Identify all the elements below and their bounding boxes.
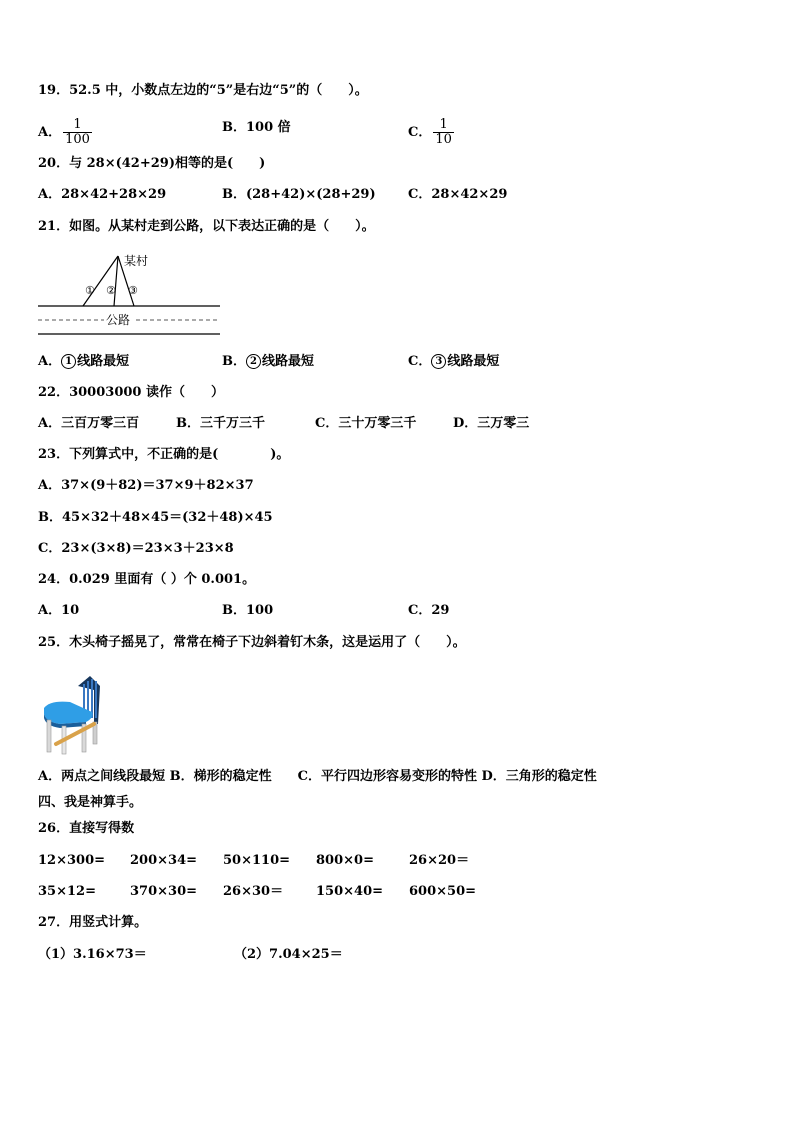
q26-item: 150×40= xyxy=(316,884,384,899)
q20-option-a: A．28×42+28×29 xyxy=(38,187,167,202)
q21-a-label: A． xyxy=(38,354,62,369)
q19-a-label: A． xyxy=(38,125,62,140)
chair-illustration xyxy=(40,668,106,756)
chair-leg xyxy=(47,720,51,752)
q23-option-b: B．45×32＋48×45＝(32＋48)×45 xyxy=(38,510,273,525)
q19-c-label: C． xyxy=(408,125,432,140)
q21-a-text: 线路最短 xyxy=(77,354,130,369)
q26-item: 26×20＝ xyxy=(409,853,470,868)
route-1-line xyxy=(83,256,118,306)
q24-option-a: A．10 xyxy=(38,603,80,618)
q19-a-fraction xyxy=(63,118,92,147)
route-2-label: ② xyxy=(106,284,116,297)
q27-part-2: （2）7.04×25＝ xyxy=(234,947,343,962)
q19-option-c xyxy=(408,118,454,147)
q22-option-a: A．三百万零三百 xyxy=(38,416,140,431)
section-4-heading: 四、我是神算手。 xyxy=(38,795,143,810)
q25-stem: 25．木头椅子摇晃了，常常在椅子下边斜着钉木条，这是运用了（ ）。 xyxy=(38,635,466,650)
circled-number-3: 3 xyxy=(431,354,446,369)
q27-part-1: （1）3.16×73＝ xyxy=(38,947,147,962)
q23-stem: 23．下列算式中，不正确的是( )。 xyxy=(38,447,290,462)
q26-item: 50×110= xyxy=(223,853,291,868)
village-label: 某村 xyxy=(124,254,149,268)
q21-b-label: B． xyxy=(222,354,246,369)
q23-option-c: C．23×(3×8)＝23×3＋23×8 xyxy=(38,541,234,556)
q23-option-a: A．37×(9＋82)＝37×9＋82×37 xyxy=(38,478,254,493)
q21-option-c xyxy=(408,353,499,371)
q20-option-c: C．28×42×29 xyxy=(408,187,508,202)
route-2-line xyxy=(114,256,118,306)
circled-number-2: 2 xyxy=(246,354,261,369)
q21-option-b xyxy=(222,353,314,371)
fraction-denominator: 100 xyxy=(65,132,90,147)
q26-item: 200×34= xyxy=(130,853,198,868)
q22-stem: 22．30003000 读作（ ） xyxy=(38,385,224,400)
q26-item: 26×30＝ xyxy=(223,884,284,899)
fraction-denominator: 10 xyxy=(435,132,452,147)
q20-option-b: B．(28+42)×(28+29) xyxy=(222,187,376,202)
q20-stem: 20．与 28×(42+29)相等的是( ) xyxy=(38,156,266,171)
q25-options: A．两点之间线段最短 B．梯形的稳定性 C．平行四边形容易变形的特性 D．三角形的稳定性 xyxy=(38,769,597,784)
q21-c-text: 线路最短 xyxy=(447,354,500,369)
q19-option-b: B．100 倍 xyxy=(222,120,291,135)
q26-item: 600×50= xyxy=(409,884,477,899)
q22-option-b: B．三千万三千 xyxy=(176,416,265,431)
q26-item: 35×12= xyxy=(38,884,96,899)
q19-c-fraction xyxy=(433,118,454,147)
q21-b-text: 线路最短 xyxy=(262,354,315,369)
village-road-diagram xyxy=(38,250,222,340)
fraction-numerator: 1 xyxy=(73,117,82,132)
q19-option-a xyxy=(38,118,92,147)
q27-stem: 27．用竖式计算。 xyxy=(38,915,148,930)
q24-stem: 24．0.029 里面有（ ）个 0.001。 xyxy=(38,572,256,587)
road-label: 公路 xyxy=(106,313,131,327)
fraction-numerator: 1 xyxy=(439,117,448,132)
q24-option-c: C．29 xyxy=(408,603,450,618)
q21-stem: 21．如图。从某村走到公路，以下表达正确的是（ ）。 xyxy=(38,219,375,234)
q21-c-label: C． xyxy=(408,354,432,369)
q24-option-b: B．100 xyxy=(222,603,274,618)
q19-stem: 19．52.5 中，小数点左边的“5”是右边“5”的（ ）。 xyxy=(38,83,368,98)
q21-option-a xyxy=(38,353,129,371)
q26-item: 370×30= xyxy=(130,884,198,899)
q26-item: 12×300= xyxy=(38,853,106,868)
route-1-label: ① xyxy=(85,284,95,297)
q26-item: 800×0= xyxy=(316,853,374,868)
q26-stem: 26．直接写得数 xyxy=(38,821,135,836)
circled-number-1: 1 xyxy=(61,354,76,369)
q22-option-c: C．三十万零三千 xyxy=(315,416,417,431)
route-3-label: ③ xyxy=(128,284,138,297)
q22-option-d: D．三万零三 xyxy=(453,416,530,431)
